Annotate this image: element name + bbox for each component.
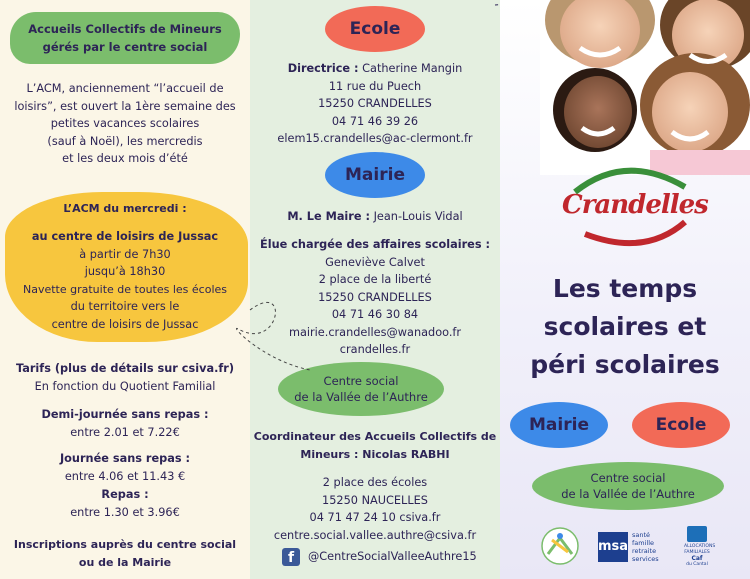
tarifs-title: Tarifs (plus de détails sur csiva.fr) xyxy=(15,362,235,375)
centre-phone: 04 71 47 24 10 csiva.fr xyxy=(309,511,441,524)
facebook-handle[interactable]: @CentreSocialValleeAuthre15 xyxy=(308,550,477,563)
ecole-email[interactable]: elem15.crandelles@ac-clermont.fr xyxy=(277,132,473,145)
ecole-phone: 04 71 46 39 26 xyxy=(331,114,419,128)
intro-line: et les deux mois d’été xyxy=(62,152,188,165)
acm-title-badge xyxy=(10,12,240,64)
title-line: Les temps xyxy=(552,274,698,303)
left-panel xyxy=(0,0,250,579)
elue-title: Élue chargée des affaires scolaires : xyxy=(259,238,491,251)
mairie-email[interactable]: mairie.crandelles@wanadoo.fr xyxy=(288,325,462,339)
mairie-address: 2 place de la liberté xyxy=(318,273,432,286)
wednesday-line: à partir de 7h30 xyxy=(79,247,171,261)
children-photo xyxy=(540,0,750,175)
msa-logo: msa xyxy=(598,532,628,562)
wednesday-details xyxy=(0,228,250,333)
msa-tagline-line: retraite xyxy=(632,547,657,555)
centre-badge-line: de la Vallée de l’Authre xyxy=(294,390,428,404)
demi-journee-value: entre 2.01 et 7.22€ xyxy=(70,426,180,439)
inscriptions-line: Inscriptions auprès du centre social xyxy=(13,538,237,551)
intro-line: loisirs”, est ouvert la 1ère semaine des xyxy=(14,99,236,113)
wednesday-line: du territoire vers le xyxy=(70,300,180,313)
ecole-badge-right xyxy=(632,402,730,448)
title-line: péri scolaires xyxy=(530,350,720,379)
wednesday-place: au centre de loisirs de Jussac xyxy=(31,230,219,243)
maire-name: Jean-Louis Vidal xyxy=(373,210,463,223)
elue-name: Geneviève Calvet xyxy=(325,255,425,269)
caf-logo-line: Caf xyxy=(691,555,703,562)
coordinateur-line: Mineurs : Nicolas RABHI xyxy=(300,447,450,461)
centre-address: 2 place des écoles xyxy=(322,476,428,489)
right-panel xyxy=(500,0,750,579)
centre-badge-line: Centre social xyxy=(323,374,399,388)
acm-intro xyxy=(0,80,250,168)
ecole-address: 11 rue du Puech xyxy=(328,79,422,93)
centre-email[interactable]: centre.social.vallee.authre@csiva.fr xyxy=(273,528,477,542)
msa-tagline-line: santé xyxy=(632,531,651,539)
msa-tagline-line: famille xyxy=(632,539,655,547)
coordinateur-line: Coordinateur des Accueils Collectifs de xyxy=(253,430,497,443)
caf-logo-line: ALLOCATIONS xyxy=(684,544,716,549)
directrice-name: Catherine Mangin xyxy=(362,62,463,75)
msa-tagline-line: services xyxy=(632,555,659,563)
maire-label: M. Le Maire : xyxy=(287,210,370,223)
intro-line: L’ACM, anciennement “l’accueil de xyxy=(26,82,224,95)
directrice-label: Directrice : xyxy=(287,62,359,75)
wednesday-title: L’ACM du mercredi : xyxy=(63,202,187,215)
mairie-badge-label: Mairie xyxy=(345,165,405,185)
ecole-badge xyxy=(325,6,425,52)
wednesday-line: jusqu’à 18h30 xyxy=(84,265,166,278)
mairie-badge xyxy=(325,152,425,198)
ecole-badge-label: Ecole xyxy=(349,19,401,39)
crandelles-logo-text: Crandelles xyxy=(562,190,708,220)
mairie-city: 15250 CRANDELLES xyxy=(318,290,432,304)
repas-title: Repas : xyxy=(101,488,149,501)
journee-title: Journée sans repas : xyxy=(59,452,191,465)
caf-logo-line: du Cantal xyxy=(686,562,708,567)
inscriptions xyxy=(0,536,250,571)
demi-journee-title: Demi-journée sans repas : xyxy=(41,408,209,421)
maire-line xyxy=(250,208,500,226)
centre-badge-line: de la Vallée de l’Authre xyxy=(561,487,695,501)
intro-line: (sauf à Noël), les mercredis xyxy=(47,134,203,148)
ecole-badge-right-label: Ecole xyxy=(655,415,707,435)
inscriptions-line: ou de la Mairie xyxy=(78,555,172,569)
ecole-city: 15250 CRANDELLES xyxy=(318,97,432,110)
mairie-website[interactable]: crandelles.fr xyxy=(339,343,411,356)
tarifs-subtitle: En fonction du Quotient Familial xyxy=(34,380,216,393)
centre-social-badge-right xyxy=(532,462,724,510)
journee-value: entre 4.06 et 11.43 € xyxy=(64,470,186,483)
mairie-phone: 04 71 46 30 84 xyxy=(331,308,419,321)
caf-logo-line: FAMILIALES xyxy=(684,550,710,555)
brochure-title xyxy=(500,270,750,384)
caf-logo xyxy=(684,526,716,570)
intro-line: petites vacances scolaires xyxy=(50,117,200,130)
wednesday-line: Navette gratuite de toutes les écoles xyxy=(22,282,228,296)
facebook-icon[interactable]: f xyxy=(282,548,300,566)
centre-contact xyxy=(250,474,500,544)
dashed-connector xyxy=(220,270,330,380)
acm-title: Accueils Collectifs de Mineurs gérés par le centre social xyxy=(28,22,222,54)
centre-city: 15250 NAUCELLES xyxy=(322,493,428,507)
coordinateur xyxy=(250,428,500,463)
ecole-contact xyxy=(250,60,500,148)
csiva-logo xyxy=(540,526,580,566)
mairie-badge-right xyxy=(510,402,608,448)
wednesday-line: centre de loisirs de Jussac xyxy=(51,317,199,331)
title-line: scolaires et xyxy=(543,312,707,341)
mairie-badge-right-label: Mairie xyxy=(529,415,589,435)
repas-value: entre 1.30 et 3.96€ xyxy=(70,506,180,519)
msa-tagline xyxy=(632,531,659,563)
centre-badge-line: Centre social xyxy=(590,471,666,485)
